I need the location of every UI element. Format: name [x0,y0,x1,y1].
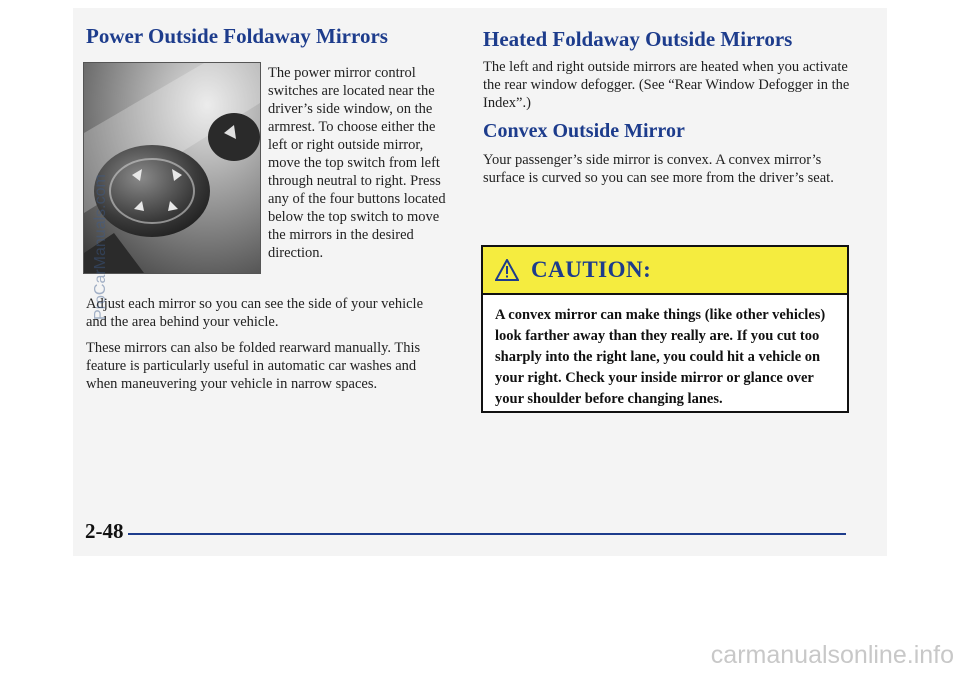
mirror-switch-illustration [84,63,260,273]
caution-title: CAUTION: [531,257,652,282]
page-number: 2-48 [85,519,124,543]
convex-mirror-title: Convex Outside Mirror [483,120,685,142]
caution-header [483,247,847,295]
footer-rule [128,533,846,535]
left-section-title: Power Outside Foldaway Mirrors [86,24,388,48]
fold-mirror-paragraph: These mirrors can also be folded rearward manually. This feature is particularly useful in automatic car washes and when maneuvering your vehicle in narrow spaces. [86,340,421,392]
caution-text: A convex mirror can make things (like other vehicles) look farther away than they really are. If you cut too sharply into the right lane, you could hit a vehicle on your right. Check your inside mirror or glance over your shoulder before changing lanes. [495,307,826,407]
warning-triangle-icon [495,259,519,281]
convex-mirror-paragraph: Your passenger’s side mirror is convex. A convex mirror’s surface is curved so you can see more from the driver’s seat. [483,152,834,186]
caution-box [481,245,849,413]
right-section-title: Heated Foldaway Outside Mirrors [483,27,793,51]
bottom-watermark: carmanualsonline.info [710,641,954,669]
heated-mirror-paragraph: The left and right outside mirrors are heated when you activate the rear window defogger. (See “Rear Window Defogger in the Index”.) [483,59,850,111]
side-watermark: ProCarManuals.com [92,174,109,320]
adjust-mirror-paragraph: Adjust each mirror so you can see the side of your vehicle and the area behind your vehicle. [86,296,424,330]
mirror-control-description: The power mirror control switches are located near the driver’s side window, on the armrest. To choose either the left or right outside mirror, move the top switch from left through neutral to right. Press any of the four buttons located below the top switch to move the mirrors in the desired direction. [268,65,446,261]
